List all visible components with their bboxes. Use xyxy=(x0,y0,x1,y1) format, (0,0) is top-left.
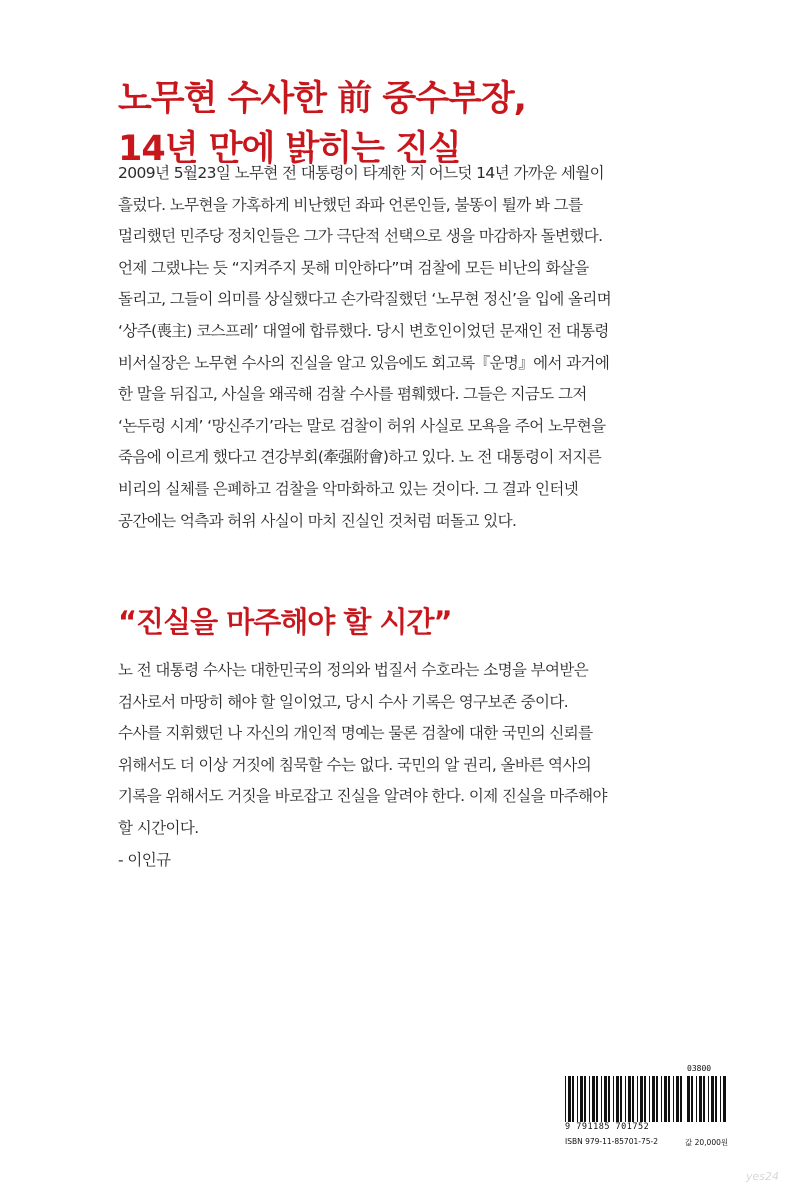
intro-line: 비서실장은 노무현 수사의 진실을 알고 있음에도 회고록『운명』에서 과거에 xyxy=(118,353,610,372)
intro-paragraph xyxy=(118,158,708,537)
author-signature: - 이인규 xyxy=(118,850,171,869)
quote-line: 검사로서 마땅히 해야 할 일이었고, 당시 수사 기록은 영구보존 중이다. xyxy=(118,692,569,711)
intro-line: 돌리고, 그들이 의미를 상실했다고 손가락질했던 ‘노무현 정신’을 입에 올리며 xyxy=(118,290,612,309)
quote-line: 수사를 지휘했던 나 자신의 개인적 명예는 물론 검찰에 대한 국민의 신뢰를 xyxy=(118,724,593,743)
intro-line: 비리의 실체를 은폐하고 검찰을 악마화하고 있는 것이다. 그 결과 인터넷 xyxy=(118,479,579,498)
intro-line: 흘렀다. 노무현을 가혹하게 비난했던 좌파 언론인들, 불똥이 튈까 봐 그를 xyxy=(118,195,583,214)
intro-line: 언제 그랬냐는 듯 “지켜주지 못해 미안하다”며 검찰에 모든 비난의 화살을 xyxy=(118,258,589,277)
intro-line: ‘상주(喪主) 코스프레’ 대열에 합류했다. 당시 변호인이었던 문재인 전 대통령 xyxy=(118,321,609,340)
headline-line-2: 14년 만에 밝히는 진실 xyxy=(118,129,461,169)
isbn-number: ISBN 979-11-85701-75-2 xyxy=(565,1137,658,1146)
intro-line: 멀리했던 민주당 정치인들은 그가 극단적 선택으로 생을 마감하자 돌변했다. xyxy=(118,227,603,246)
addon-code: 03800 xyxy=(687,1064,712,1073)
headline-line-1: 노무현 수사한 前 중수부장, xyxy=(118,79,526,119)
price-label: 값 20,000원 xyxy=(685,1138,729,1147)
quote-line: 노 전 대통령 수사는 대한민국의 정의와 법질서 수호라는 소명을 부여받은 xyxy=(118,661,589,679)
intro-line: 2009년 5월23일 노무현 전 대통령이 타계한 지 어느덧 14년 가까운 세월이 xyxy=(118,164,604,182)
quote-line: 할 시간이다. xyxy=(118,818,199,837)
intro-line: 공간에는 억측과 허위 사실이 마치 진실인 것처럼 떠돌고 있다. xyxy=(118,511,517,530)
barcode-digits: 9 791185 701752 xyxy=(565,1122,650,1132)
quote-paragraph xyxy=(118,655,708,876)
quote-heading: “진실을 마주해야 할 시간” xyxy=(118,605,452,639)
watermark-logo: yes24 xyxy=(746,1170,780,1183)
barcode-image xyxy=(565,1076,787,1122)
intro-line: 한 말을 뒤집고, 사실을 왜곡해 검찰 수사를 폄훼했다. 그들은 지금도 그저 xyxy=(118,385,587,404)
quote-line: 위해서도 더 이상 거짓에 침묵할 수는 없다. 국민의 알 권리, 올바른 역사의 xyxy=(118,755,592,774)
barcode-block xyxy=(565,1064,787,1150)
quote-line: 기록을 위해서도 거짓을 바로잡고 진실을 알려야 한다. 이제 진실을 마주해야 xyxy=(118,787,607,806)
intro-line: 죽음에 이르게 했다고 견강부회(牽强附會)하고 있다. 노 전 대통령이 저지른 xyxy=(118,448,602,467)
intro-line: ‘논두렁 시계’ ‘망신주기’라는 말로 검찰이 허위 사실로 모욕을 주어 노무현을 xyxy=(118,416,606,435)
